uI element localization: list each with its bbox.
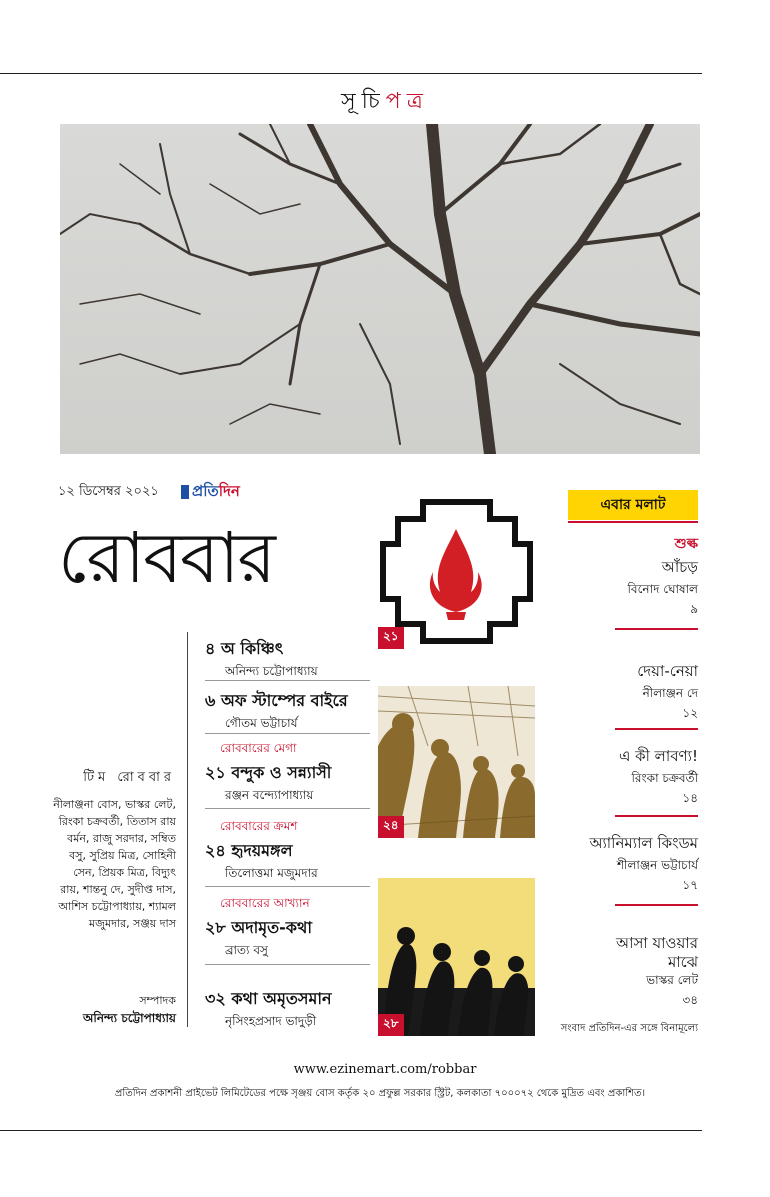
flame-yantra-image[interactable] xyxy=(378,494,535,649)
cover-item-rule xyxy=(615,815,698,817)
silhouette-image[interactable] xyxy=(378,878,535,1036)
cover-item[interactable] xyxy=(598,934,698,1012)
image-page-badge: ২৪ xyxy=(378,816,404,838)
toc-title: অদামৃত-কথা xyxy=(231,918,313,937)
toc-title: অফ স্টাম্পের বাইরে xyxy=(220,691,348,710)
toc-author: গৌতম ভট্টাচার্য xyxy=(225,716,298,730)
editor-name: অনিন্দ্য চট্টোপাধ্যায় xyxy=(83,1011,176,1025)
cover-item[interactable] xyxy=(619,745,698,810)
toc-author: নৃসিংহপ্রসাদ ভাদুড়ী xyxy=(225,1014,317,1028)
toc-author: অনিন্দ্য চট্টোপাধ্যায় xyxy=(225,664,318,678)
toc-divider xyxy=(205,964,370,965)
toc-divider xyxy=(205,680,370,681)
bottom-rule xyxy=(0,1130,702,1131)
cover-section: শুল্ক xyxy=(674,536,698,552)
cover-item-title: এ কী লাবণ্য! xyxy=(618,747,698,765)
editor-label: সম্পাদক xyxy=(139,994,176,1007)
toc-author: তিলোত্তমা মজুমদার xyxy=(225,866,318,880)
top-rule xyxy=(0,73,702,74)
cover-item-author: শীলাঞ্জন ভট্টাচার্য xyxy=(616,858,698,872)
toc-page: ৩২ xyxy=(205,989,226,1008)
cover-item-title: আঁচড় xyxy=(661,558,698,576)
cover-item-rule xyxy=(615,728,698,730)
toc-divider xyxy=(205,886,370,887)
cover-item-author: রিংকা চক্রবর্তী xyxy=(631,771,698,785)
cover-item-page: ১২ xyxy=(682,706,698,720)
toc-divider xyxy=(205,808,370,809)
toc-page: ৪ xyxy=(205,639,216,658)
toc-page: ২১ xyxy=(205,763,226,782)
toc-entry[interactable] xyxy=(205,636,375,683)
toc-entry[interactable] xyxy=(205,740,375,807)
toc-author: রঞ্জন বন্দ্যোপাধ্যায় xyxy=(225,788,314,802)
cover-item-page: ৩৪ xyxy=(682,993,698,1007)
crowd-etching-image[interactable] xyxy=(378,686,535,838)
brand-logo: প্রতিদিন xyxy=(192,482,240,500)
toc-page: ২৪ xyxy=(205,841,226,860)
image-page-badge: ২৮ xyxy=(378,1014,404,1036)
team-heading: টিম রোববার xyxy=(83,770,175,785)
cover-item-author: ভাস্কর লেট xyxy=(646,973,698,987)
toc-title: অ কিঞ্চিৎ xyxy=(220,639,284,658)
cover-item-rule xyxy=(615,628,698,630)
toc-tag: রোববারের ক্রমশ xyxy=(220,819,298,833)
page-title-main: সূচি xyxy=(341,89,386,114)
toc-entry[interactable] xyxy=(205,818,375,885)
toc-title: কথা অমৃতসমান xyxy=(231,989,332,1008)
magazine-name: রোববার xyxy=(58,517,274,599)
toc-page: ২৮ xyxy=(205,918,226,937)
cover-item[interactable] xyxy=(589,832,698,897)
cover-item-title: অ্যানিম্যাল কিংডম xyxy=(589,834,698,852)
toc-author: ব্রাত্য বসু xyxy=(225,943,268,957)
cover-item-page: ১৭ xyxy=(682,878,698,892)
cover-label: এবার মলাট xyxy=(568,490,698,520)
cover-label-rule xyxy=(568,521,698,523)
cover-item[interactable] xyxy=(637,660,698,725)
toc-entry[interactable] xyxy=(205,986,375,1033)
toc-tag: রোববারের মেগা xyxy=(220,741,297,755)
cover-item-rule xyxy=(615,904,698,906)
website-link[interactable]: www.ezinemart.com/robbar xyxy=(293,1062,477,1077)
brand-mark-icon xyxy=(181,485,189,499)
toc-title: হৃদয়মঙ্গল xyxy=(231,841,293,860)
imprint-line: প্রতিদিন প্রকাশনী প্রাইভেট লিমিটেডের পক্ষে সৃঞ্জয় বোস কর্তৃক ২০ প্রফুল্ল সরকার স্ট্রিট, কলকাতা ৭০০০৭২ থেকে মুদ্রিত এবং প্রকাশিত। xyxy=(114,1088,646,1099)
column-divider xyxy=(187,632,188,1027)
cover-note: সংবাদ প্রতিদিন-এর সঙ্গে বিনামূল্যে xyxy=(560,1023,698,1034)
toc-entry[interactable] xyxy=(205,895,375,962)
team-names: নীলাঞ্জনা বোস, ভাস্কর লেট, রিংকা চক্রবর্তী, তিতাস রায় বর্মন, রাজু সরদার, সম্বিত বসু, সুপ্রিয় মিত্র, সোহিনী সেন, প্রিয়ক মিত্র, বিদ্যুৎ রায়, শান্তনু দে, সুদীপ্ত দাস, আশিস চট্টোপাধ্যায়, শ্যামল মজুমদার, সঞ্জয় দাস xyxy=(53,798,176,930)
image-page-badge: ২১ xyxy=(378,627,404,649)
cover-item-page: ৯ xyxy=(690,602,698,616)
issue-date: ১২ ডিসেম্বর ২০২১ xyxy=(58,484,159,499)
cover-item-title: আসা যাওয়ার মাঝে xyxy=(616,934,698,971)
cover-item[interactable] xyxy=(628,556,699,621)
toc-title: বন্দুক ও সন্ন্যাসী xyxy=(231,763,332,782)
toc-tag: রোববারের আখ্যান xyxy=(220,896,310,910)
cover-item-page: ১৪ xyxy=(682,791,698,805)
cover-item-title: দেয়া-নেয়া xyxy=(637,662,698,680)
cover-item-author: বিনোদ ঘোষাল xyxy=(627,582,698,596)
toc-entry[interactable] xyxy=(205,688,375,735)
bare-tree-photo xyxy=(60,124,700,454)
cover-item-author: নীলাঞ্জন দে xyxy=(642,686,698,700)
toc-divider xyxy=(205,733,370,734)
page-title xyxy=(0,84,770,121)
toc-page: ৬ xyxy=(205,691,216,710)
page-title-accent: পত্র xyxy=(385,89,429,114)
